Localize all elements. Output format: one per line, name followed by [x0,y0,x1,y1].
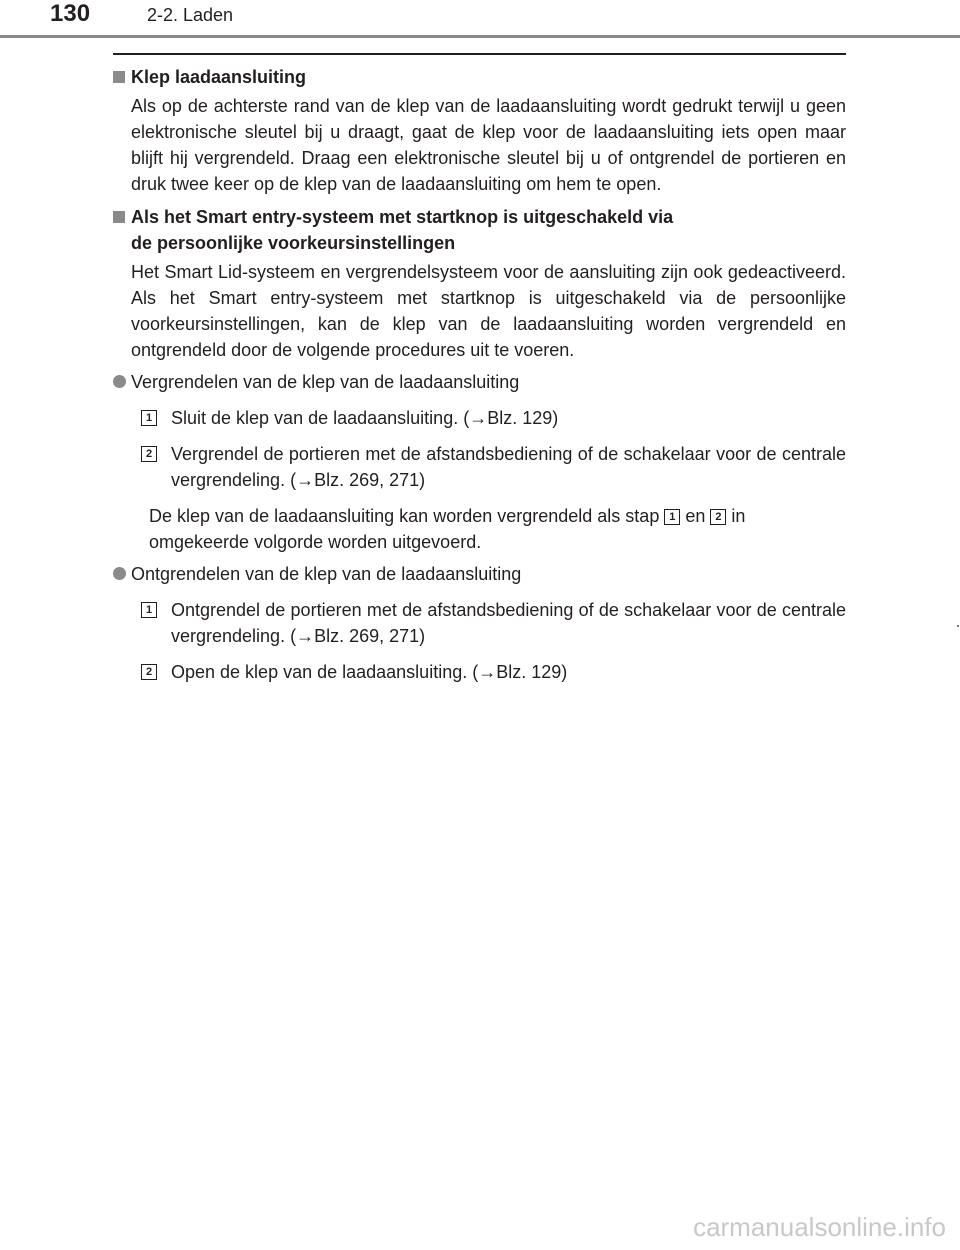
step-text: Sluit de klep van de laadaansluiting. (→Blz. 129) [171,408,559,428]
section-divider [113,53,846,55]
page-number: 130 [50,0,91,27]
header-divider [0,35,960,38]
square-bullet-icon [113,71,125,83]
procedure-step [113,659,846,685]
section-heading-text: Klep laadaansluiting [131,67,307,87]
section-body: Het Smart Lid-systeem en vergrendelsysteem voor de aansluiting zijn ook gedeactiveerd. Als het Smart entry-systeem met startknop is uitgeschakeld via de persoonlijke voorkeursinstellingen, kan de klep van de laadaansluiting worden vergrendeld en ontgrendeld door de volgende procedures uit te voeren. [131,262,846,360]
circle-bullet-icon [113,375,126,388]
procedure-step [113,597,846,649]
square-bullet-icon [113,211,125,223]
note-text: en [685,506,706,526]
circle-bullet-icon [113,567,126,580]
procedure-step [113,405,846,431]
procedure-title: Vergrendelen van de klep van de laadaansluiting [131,372,520,392]
step-number-box: 1 [141,410,157,426]
section-heading [113,204,846,256]
step-text: Ontgrendel de portieren met de afstandsbediening of de schakelaar voor de centrale vergrendeling. (→Blz. 269, 271) [171,600,846,646]
step-number-box: 1 [664,509,680,525]
page-content [113,64,846,685]
section-heading-text: Als het Smart entry-systeem met startknop is uitgeschakeld via [131,207,674,227]
note-text: in omgekeerde volgorde worden uitgevoerd. [149,506,746,552]
procedure-note [149,503,846,555]
note-text: De klep van de laadaansluiting kan worden vergrendeld als stap [149,506,660,526]
step-text: Vergrendel de portieren met de afstandsbediening of de schakelaar voor de centrale vergrendeling. (→Blz. 269, 271) [171,444,846,490]
chapter-title: 2-2. Laden [147,5,234,25]
section-heading [113,64,846,90]
page-header [0,0,960,36]
edge-mark [957,625,959,627]
step-number-box: 2 [141,446,157,462]
watermark: carmanualsonline.info [693,1212,946,1242]
procedure-bullet [113,561,846,587]
section-body: Als op de achterste rand van de klep van de laadaansluiting wordt gedrukt terwijl u geen elektronische sleutel bij u draagt, gaat de klep voor de laadaansluiting iets open maar blijft hij vergrendeld. Draag een elektronische sleutel bij u of ontgrendel de portieren en druk twee keer op de klep van de laadaansluiting om hem te open. [131,96,846,194]
procedure-bullet [113,369,846,395]
step-text: Open de klep van de laadaansluiting. (→Blz. 129) [171,662,568,682]
step-number-box: 2 [141,664,157,680]
procedure-step [113,441,846,493]
procedure-title: Ontgrendelen van de klep van de laadaansluiting [131,564,522,584]
section-heading-text-line2: de persoonlijke voorkeursinstellingen [131,233,456,253]
step-number-box: 2 [710,509,726,525]
step-number-box: 1 [141,602,157,618]
